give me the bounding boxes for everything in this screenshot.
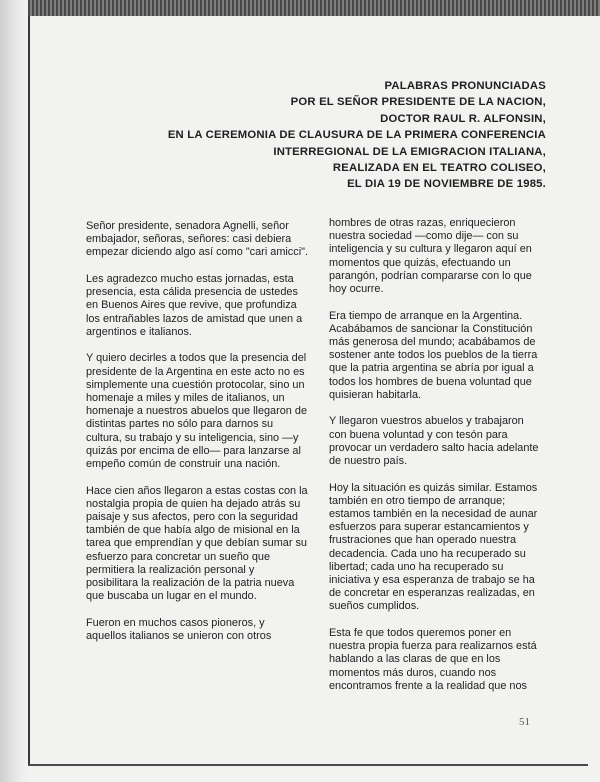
- paragraph: Era tiempo de arranque en la Argentina. Acabábamos de sancionar la Constitución más generosa del mundo; acabábamos de sostener ante todos los pueblos de la tierra que la patria argentina se abría por igual a todos los hombres de buena voluntad que quisieran habitarla.: [329, 309, 538, 401]
- paragraph: Les agradezco mucho estas jornadas, esta presencia, esta cálida presencia de ustedes en Buenos Aires que revive, que profundiza los entrañables lazos de amistad que unen a argentinos e italianos.: [86, 273, 303, 338]
- heading-line: EN LA CEREMONIA DE CLAUSURA DE LA PRIMERA CONFERENCIA: [167, 129, 546, 142]
- heading-line: INTERREGIONAL DE LA EMIGRACION ITALIANA,: [273, 145, 546, 158]
- paragraph: Señor presidente, senadora Agnelli, señor embajador, señoras, señores: casi debiera empezar diciendo algo así como "cari amicci".: [86, 220, 309, 259]
- page-number: 51: [519, 716, 530, 728]
- page-bottom-border: [28, 764, 588, 766]
- heading-line: PALABRAS PRONUNCIADAS: [384, 80, 546, 92]
- paragraph: Hace cien años llegaron a estas costas con la nostalgia propia de quien ha dejado atrás su paisaje y sus afectos, pero con la seguridad también de que había algo de misional en la tarea que emprendían y que debían sumar su esfuerzo para concretar un sueño que permitiera la realización personal y posibilitara la realización de la patria nueva que buscaba un lugar en el mundo.: [86, 484, 308, 603]
- scan-binding-shadow: [0, 0, 28, 782]
- paragraph: Esta fe que todos queremos poner en nuestra propia fuerza para realizarnos está hablando a las claras de que en los momentos más duros, cuando nos encontramos frente a la realidad que nos: [329, 627, 537, 692]
- paragraph: Y llegaron vuestros abuelos y trabajaron con buena voluntad y con tesón para provocar un verdadero salto hacia adelante de nuestro país.: [329, 415, 539, 468]
- heading-line: DOCTOR RAUL R. ALFONSIN,: [380, 112, 546, 125]
- paragraph: Y quiero decirles a todos que la presencia del presidente de la Argentina en este acto no es simplemente una cuestión protocolar, sino un homenaje a miles y miles de italianos, un homenaje a nuestros abuelos que llegaron de distintas partes no sólo para darnos su cultura, su trabajo y su inteligencia, sino —y quizás por encima de ello— para lanzarse al empeño común de construir una nación.: [86, 352, 307, 471]
- paragraph: Fueron en muchos casos pioneros, y aquellos italianos se unieron con otros: [86, 616, 272, 643]
- left-text-column: [86, 220, 308, 657]
- scan-top-edge: [0, 0, 600, 16]
- heading-line: REALIZADA EN EL TEATRO COLISEO,: [332, 162, 546, 175]
- paragraph: hombres de otras razas, enriquecieron nuestra sociedad —como dije— con su inteligencia y su cultura y llegaron aquí en momentos que quizás, efectuando un parangón, podrían compararse con lo que hoy ocurre.: [329, 217, 532, 296]
- speech-heading: [26, 78, 546, 193]
- heading-line: EL DIA 19 DE NOVIEMBRE DE 1985.: [347, 178, 546, 191]
- paragraph: Hoy la situación es quizás similar. Estamos también en otro tiempo de arranque; estamos también en la necesidad de aunar esfuerzos para superar estancamientos y frustraciones que han operado nuestra decadencia. Cada uno ha recuperado su libertad; cada uno ha recuperado su iniciativa y esa esperanza de trabajo se ha de concretar en esperanzas realizadas, en sueños cumplidos.: [329, 481, 538, 613]
- right-text-column: [329, 217, 543, 706]
- heading-line: POR EL SEÑOR PRESIDENTE DE LA NACION,: [290, 96, 546, 109]
